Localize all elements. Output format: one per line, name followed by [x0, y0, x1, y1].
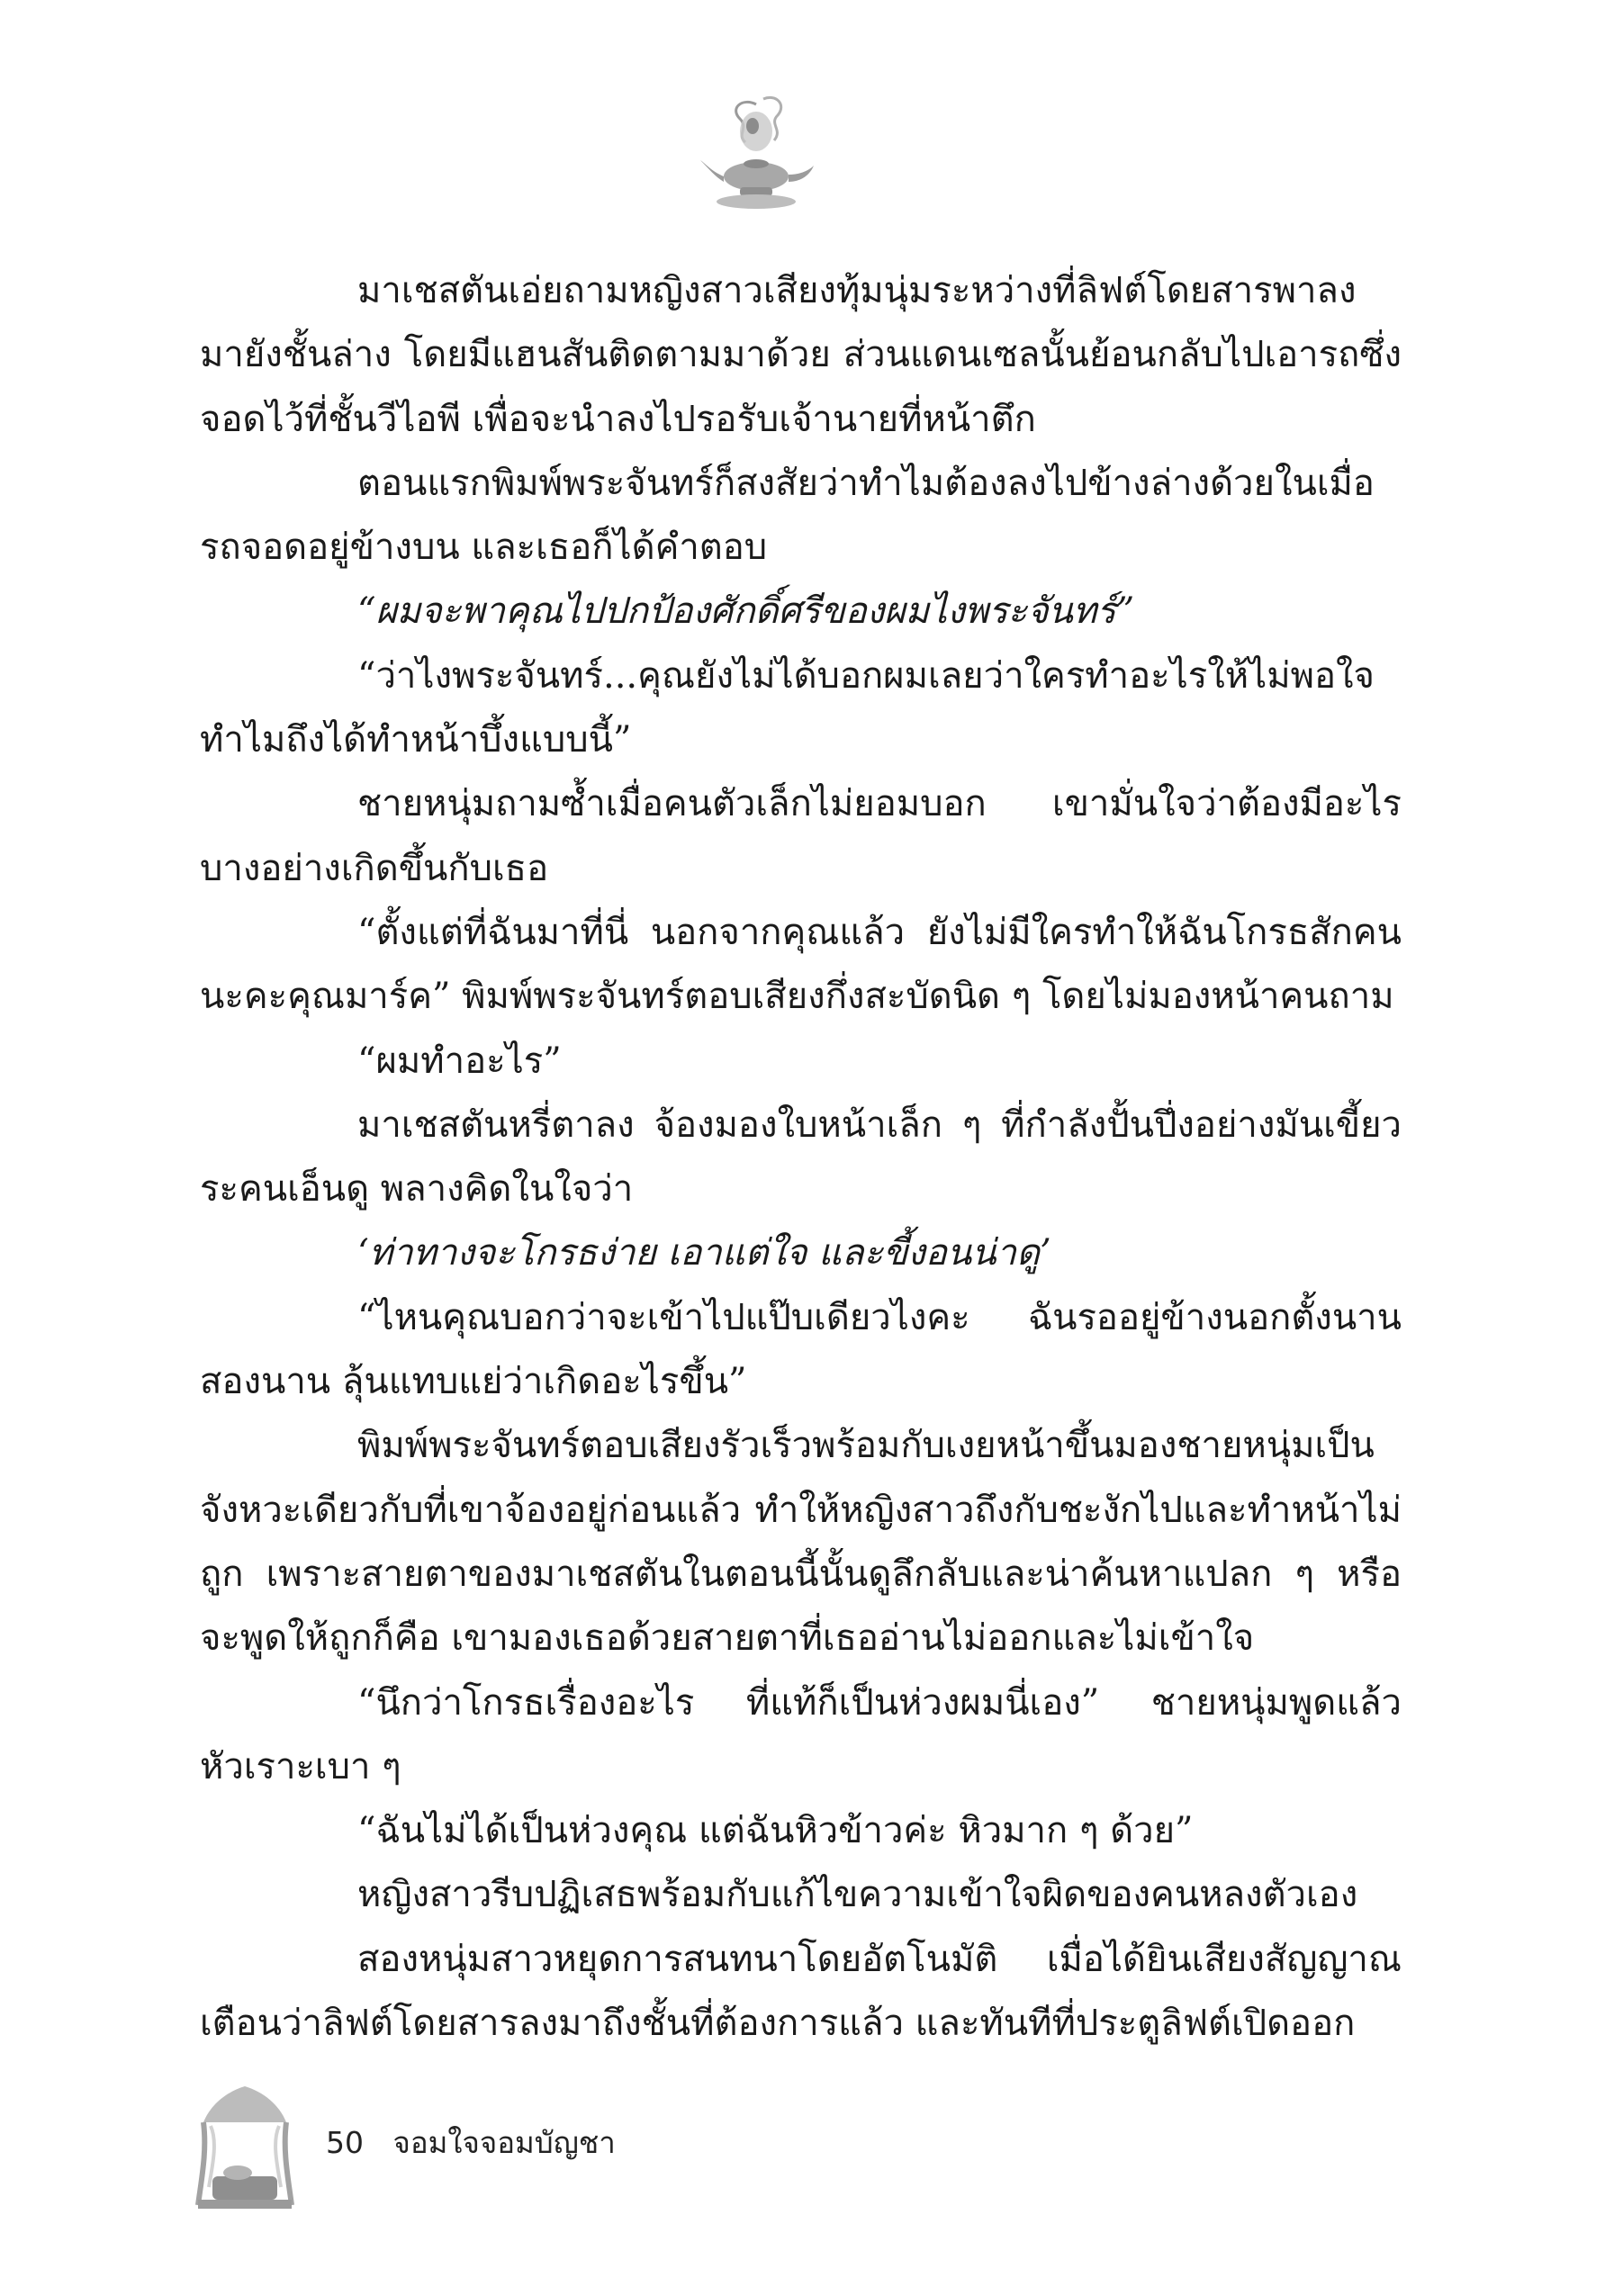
paragraph: “ผมจะพาคุณไปปกป้องศักดิ์ศรีของผมไงพระจันทร์” [357, 590, 1135, 633]
body-text [200, 259, 1402, 2056]
paragraph: พิมพ์พระจันทร์ตอบเสียงรัวเร็วพร้อมกับเงยหน้าขึ้นมองชายหนุ่มเป็นจังหวะเดียวกับที่เขาจ้องอยู่ก่อนแล้ว ทำให้หญิงสาวถึงกับชะงักไปและทำหน้าไม่ถูก เพราะสายตาของมาเชสตันในตอนนี้นั้นดูลึกลับและน่าค้นหาแปลก ๆ หรือจะพูดให้ถูกก็คือ เขามองเธอด้วยสายตาที่เธออ่านไม่ออกและไม่เข้าใจ [200, 1425, 1402, 1660]
book-title: จอมใจจอมบัญชา [392, 2125, 616, 2160]
paragraph: “ตั้งแต่ที่ฉันมาที่นี่ นอกจากคุณแล้ว ยังไม่มีใครทำให้ฉันโกรธสักคนนะคะคุณมาร์ค” พิมพ์พระจันทร์ตอบเสียงกึ่งสะบัดนิด ๆ โดยไม่มองหน้าคนถาม [200, 911, 1402, 1018]
paragraph: “ฉันไม่ได้เป็นห่วงคุณ แต่ฉันหิวข้าวค่ะ หิวมาก ๆ ด้วย” [357, 1810, 1194, 1852]
paragraph: ตอนแรกพิมพ์พระจันทร์ก็สงสัยว่าทำไมต้องลงไปข้างล่างด้วยในเมื่อรถจอดอยู่ข้างบน และเธอก็ได้คำตอบ [200, 462, 1375, 569]
paragraph: “ผมทำอะไร” [357, 1040, 562, 1082]
paragraph: “ไหนคุณบอกว่าจะเข้าไปแป๊บเดียวไงคะ ฉันรออยู่ข้างนอกตั้งนานสองนาน ลุ้นแทบแย่ว่าเกิดอะไรขึ้น” [200, 1296, 1402, 1403]
page-footer [326, 2119, 616, 2166]
paragraph: ชายหนุ่มถามซ้ำเมื่อคนตัวเล็กไม่ยอมบอก เขามั่นใจว่าต้องมีอะไรบางอย่างเกิดขึ้นกับเธอ [200, 783, 1402, 889]
paragraph: สองหนุ่มสาวหยุดการสนทนาโดยอัตโนมัติ เมื่อได้ยินเสียงสัญญาณเตือนว่าลิฟต์โดยสารลงมาถึงชั้นที่ต้องการแล้ว และทันทีที่ประตูลิฟต์เปิดออก [200, 1938, 1402, 2045]
paragraph: มาเชสตันเอ่ยถามหญิงสาวเสียงทุ้มนุ่มระหว่างที่ลิฟต์โดยสารพาลงมายังชั้นล่าง โดยมีแฮนสันติดตามมาด้วย ส่วนแดนเซลนั้นย้อนกลับไปเอารถซึ่งจอดไว้ที่ชั้นวีไอพี เพื่อจะนำลงไปรอรับเจ้านายที่หน้าตึก [200, 270, 1402, 440]
paragraph: มาเชสตันหรี่ตาลง จ้องมองใบหน้าเล็ก ๆ ที่กำลังปั้นปึ่งอย่างมันเขี้ยวระคนเอ็นดู พลางคิดในใจว่า [200, 1103, 1402, 1211]
page-number: 50 [326, 2125, 364, 2160]
paragraph: ‘ท่าทางจะโกรธง่าย เอาแต่ใจ และขี้งอนน่าดู’ [357, 1232, 1051, 1274]
paragraph: “นึกว่าโกรธเรื่องอะไร ที่แท้ก็เป็นห่วงผมนี่เอง” ชายหนุ่มพูดแล้วหัวเราะเบา ๆ [200, 1681, 1402, 1787]
canopy-bed-icon [191, 2079, 299, 2214]
genie-lamp-icon [693, 88, 819, 228]
paragraph: “ว่าไงพระจันทร์...คุณยังไม่ได้บอกผมเลยว่าใครทำอะไรให้ไม่พอใจทำไมถึงได้ทำหน้าบึ้งแบบนี้” [200, 654, 1375, 761]
paragraph: หญิงสาวรีบปฏิเสธพร้อมกับแก้ไขความเข้าใจผิดของคนหลงตัวเอง [357, 1874, 1358, 1916]
